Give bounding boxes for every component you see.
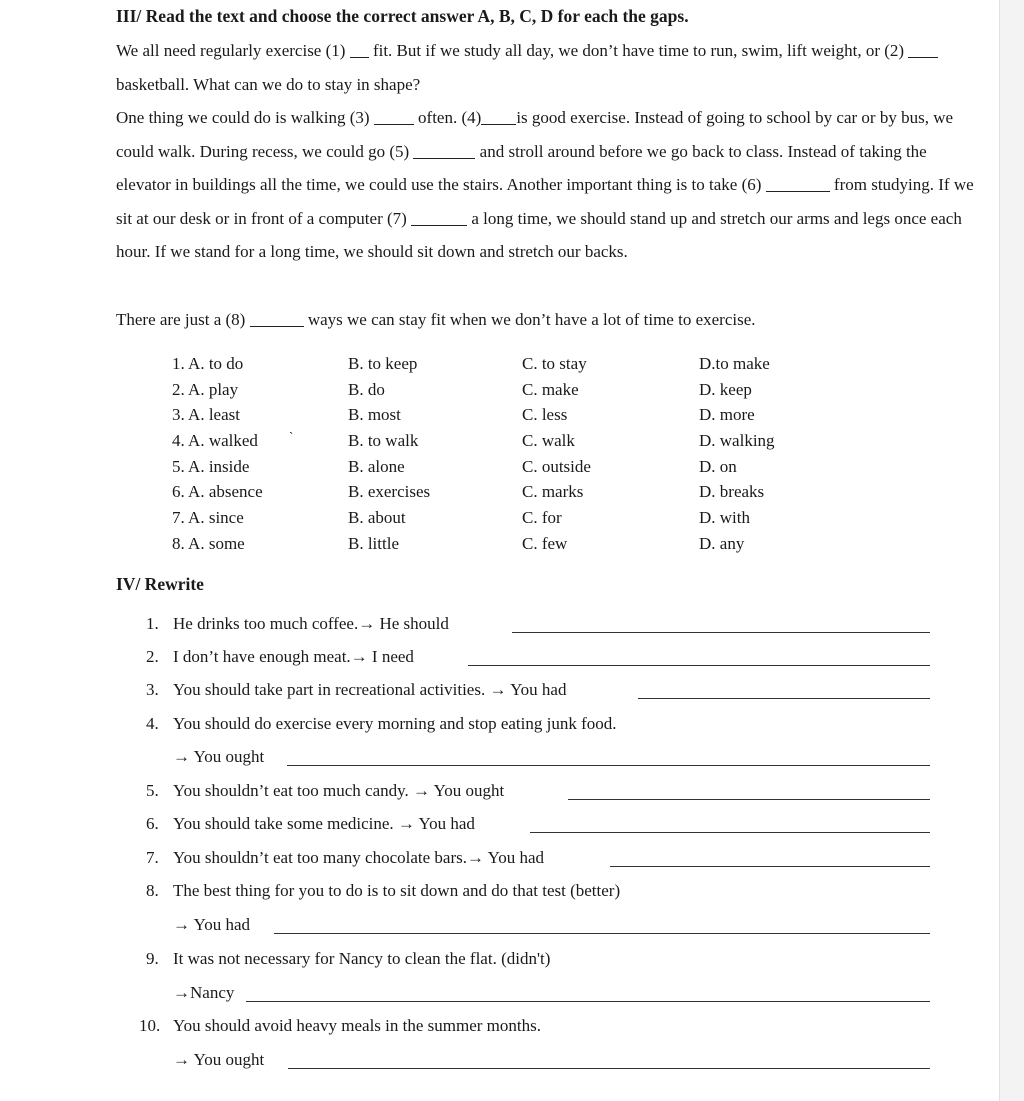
passage-text: ways we can stay fit when we don’t have a lot of time to exercise. bbox=[303, 310, 756, 329]
passage-paragraph-1 bbox=[116, 34, 976, 101]
rewrite-sentence: You should do exercise every morning and stop eating junk food. bbox=[173, 714, 617, 733]
option-c: C. few bbox=[522, 533, 568, 553]
option-d: D. with bbox=[699, 508, 750, 528]
section-4-heading: IV/ Rewrite bbox=[116, 574, 204, 594]
answer-line[interactable] bbox=[530, 832, 930, 833]
option-d: D.to make bbox=[699, 354, 770, 373]
answer-line[interactable] bbox=[468, 665, 930, 666]
option-d: D. any bbox=[699, 533, 745, 553]
gap-5-blank bbox=[413, 141, 475, 159]
option-b: B. alone bbox=[348, 456, 405, 476]
option-b: B. about bbox=[348, 508, 406, 528]
answer-line[interactable] bbox=[287, 765, 930, 766]
passage-text: often. (4) bbox=[413, 108, 482, 127]
option-c: C. for bbox=[522, 508, 562, 528]
rewrite-prompt: → You had bbox=[173, 915, 250, 934]
gap-7-blank bbox=[411, 208, 467, 226]
option-a: 7. A. since bbox=[172, 508, 244, 528]
rewrite-sentence: You shouldn’t eat too many chocolate bars.→ You had bbox=[173, 848, 544, 867]
rewrite-number: 3. bbox=[146, 680, 159, 699]
rewrite-prompt: → You ought bbox=[173, 747, 265, 766]
passage-text: a long time, we should stand up and stretch our arms and legs once each hour. If we stand for a long time, we should sit down and stretch our backs. bbox=[116, 208, 962, 262]
rewrite-sentence: You should take some medicine. → You had bbox=[173, 814, 475, 833]
passage-text: fit. But if we study all day, we don’t have time to run, swim, lift weight, or (2) bbox=[368, 41, 905, 60]
passage-text: and stroll around before we go back to class. Instead of taking the elevator in buildings all the time, we could use the stairs. Another important thing is to take (6) bbox=[116, 141, 927, 195]
rewrite-prompt: → You ought bbox=[173, 1050, 265, 1069]
option-d: D. on bbox=[699, 456, 737, 476]
passage-text: We all need regularly exercise (1) bbox=[116, 41, 346, 60]
gap-2-blank bbox=[908, 40, 938, 58]
rewrite-number: 9. bbox=[146, 949, 159, 968]
option-b: B. most bbox=[348, 405, 401, 425]
passage-text: basketball. What can we do to stay in shape? bbox=[116, 74, 421, 94]
option-a: 5. A. inside bbox=[172, 456, 250, 476]
rewrite-number: 10. bbox=[139, 1016, 161, 1035]
option-b: B. to keep bbox=[348, 354, 418, 373]
section-3-heading: III/ Read the text and choose the correct answer A, B, C, D for each the gaps. bbox=[116, 6, 689, 26]
option-c: C. make bbox=[522, 379, 579, 399]
passage-text: is good exercise. Instead of going to school by car or by bus, we could walk. During recess, we could go (5) bbox=[116, 108, 954, 161]
rewrite-number: 5. bbox=[146, 781, 159, 800]
rewrite-prompt: →Nancy bbox=[173, 983, 235, 1002]
passage-text: There are just a (8) bbox=[116, 310, 246, 329]
rewrite-number: 6. bbox=[146, 814, 159, 833]
passage-paragraph-3 bbox=[116, 303, 976, 337]
answer-line[interactable] bbox=[610, 866, 930, 867]
option-c: C. to stay bbox=[522, 354, 587, 373]
gap-8-blank bbox=[250, 309, 304, 327]
rewrite-sentence: The best thing for you to do is to sit down and do that test (better) bbox=[173, 881, 621, 900]
rewrite-number: 8. bbox=[146, 881, 159, 900]
option-d: D. more bbox=[699, 405, 755, 425]
option-c: C. outside bbox=[522, 456, 591, 476]
option-d: D. keep bbox=[699, 379, 752, 399]
option-c: C. walk bbox=[522, 431, 575, 451]
gap-4-blank bbox=[481, 107, 516, 125]
answer-line[interactable] bbox=[638, 698, 930, 699]
option-b: B. little bbox=[348, 533, 399, 553]
answer-line[interactable] bbox=[274, 933, 930, 934]
option-a: 2. A. play bbox=[172, 379, 239, 399]
option-b: B. exercises bbox=[348, 482, 431, 502]
rewrite-number: 4. bbox=[146, 714, 159, 733]
rewrite-sentence: You should take part in recreational activities. → You had bbox=[173, 680, 567, 699]
option-c: C. marks bbox=[522, 482, 584, 502]
passage-text: from studying. If we sit at our desk or in front of a computer (7) bbox=[116, 175, 974, 228]
option-d: D. breaks bbox=[699, 482, 765, 502]
rewrite-number: 1. bbox=[146, 614, 159, 633]
rewrite-sentence: It was not necessary for Nancy to clean the flat. (didn't) bbox=[173, 949, 551, 968]
option-a: 3. A. least bbox=[172, 405, 240, 425]
option-b: B. do bbox=[348, 379, 385, 399]
rewrite-sentence: You should avoid heavy meals in the summer months. bbox=[173, 1016, 541, 1035]
gap-6-blank bbox=[766, 174, 830, 192]
page-edge-strip bbox=[999, 0, 1024, 1101]
option-a: 6. A. absence bbox=[172, 482, 263, 502]
option-d: D. walking bbox=[699, 431, 775, 451]
option-a: 1. A. to do bbox=[172, 354, 244, 373]
stray-mark: ` bbox=[289, 429, 294, 445]
answer-line[interactable] bbox=[288, 1068, 930, 1069]
option-b: B. to walk bbox=[348, 431, 419, 451]
option-a: 4. A. walked bbox=[172, 431, 258, 451]
option-c: C. less bbox=[522, 405, 568, 425]
rewrite-number: 2. bbox=[146, 647, 159, 666]
rewrite-sentence: You shouldn’t eat too much candy. → You ought bbox=[173, 781, 505, 800]
gap-3-blank bbox=[374, 107, 414, 125]
passage-text: One thing we could do is walking (3) bbox=[116, 108, 370, 127]
answer-line[interactable] bbox=[512, 632, 930, 633]
option-a: 8. A. some bbox=[172, 533, 245, 553]
rewrite-sentence: He drinks too much coffee.→ He should bbox=[173, 614, 449, 633]
rewrite-number: 7. bbox=[146, 848, 159, 867]
answer-line[interactable] bbox=[246, 1001, 930, 1002]
gap-1-blank bbox=[350, 40, 369, 58]
rewrite-sentence: I don’t have enough meat.→ I need bbox=[173, 647, 414, 666]
passage-paragraph-2 bbox=[116, 101, 976, 269]
answer-line[interactable] bbox=[568, 799, 930, 800]
